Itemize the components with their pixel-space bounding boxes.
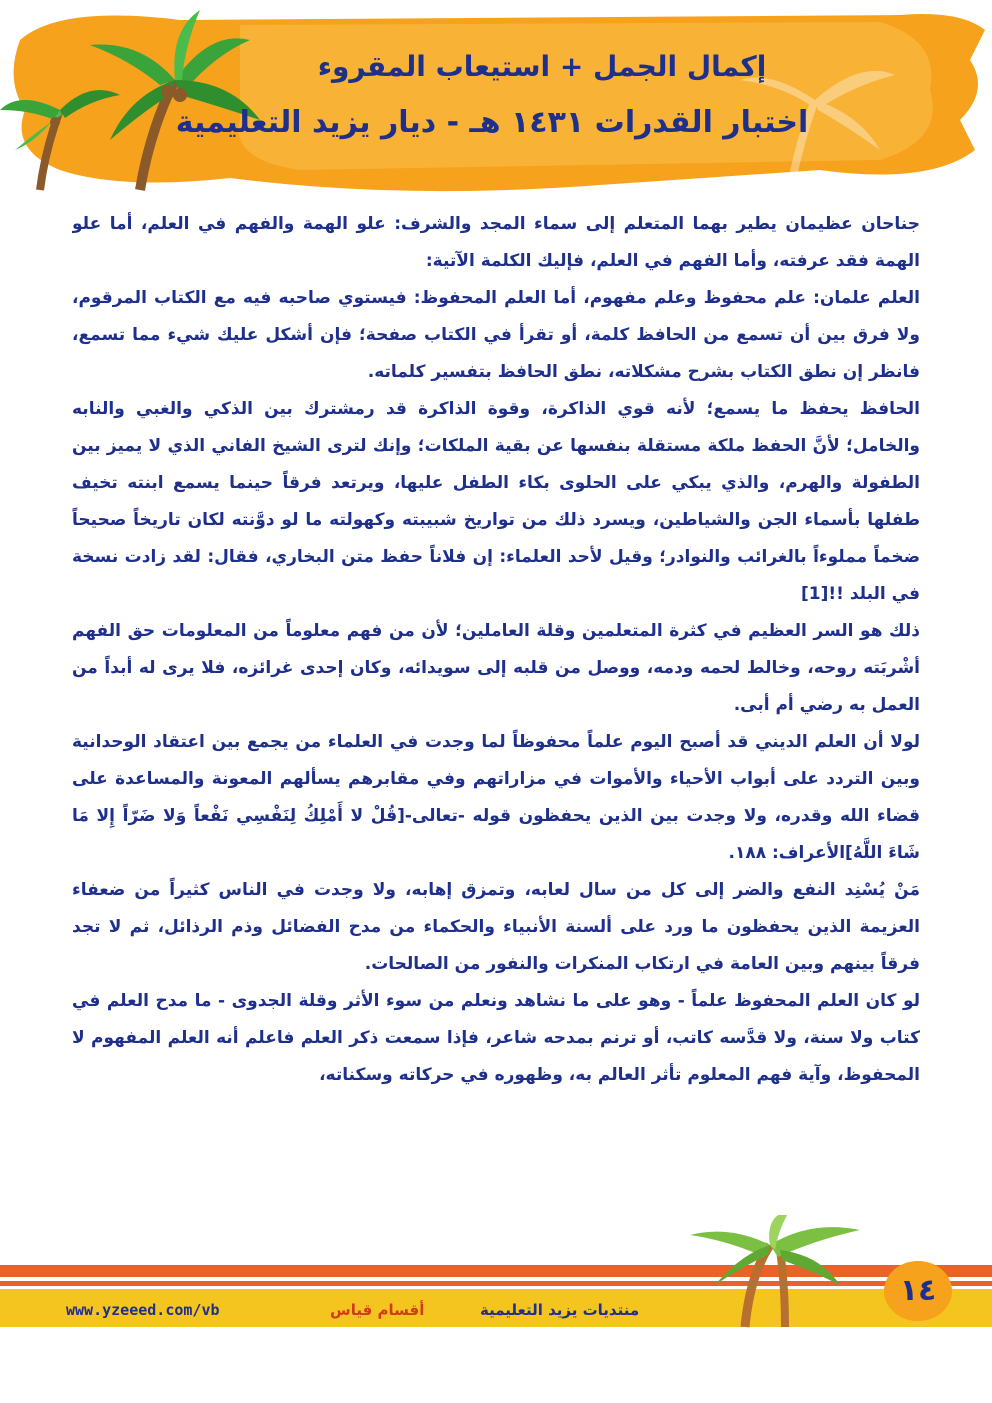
paragraph: لولا أن العلم الديني قد أصبح اليوم علماً محفوظاً لما وجدت في العلماء من يجمع بين اعتقاد الوحدانية وبين التردد على أبواب الأحياء والأموات في مزاراتهم وفي مقابرهم يسألهم المعونة والمساعدة على قضاء الله وقدره، ولا وجدت بين الذين يحفظون قوله -تعالى-[قُلْ لا أَمْلِكُ لِنَفْسِي نَفْعاً وَلا ضَرّاً إِلا مَا شَاءَ اللَّهُ]الأعراف: ١٨٨. (72, 732, 920, 863)
header-title-line2: اختبار القدرات ١٤٣١ هـ - ديار يزيد التعليمية (175, 105, 809, 140)
forum-name: منتديات يزيد التعليمية (480, 1301, 640, 1319)
paragraph: جناحان عظيمان يطير بهما المتعلم إلى سماء المجد والشرف: علو الهمة والفهم في العلم، أما علو الهمة فقد عرفته، وأما الفهم في العلم، فإليك الكلمة الآتية: (72, 214, 920, 271)
paragraph: مَنْ يُسْنِد النفع والضر إلى كل من سال لعابه، وتمزق إهابه، ولا وجدت في الناس كثيراً من ضعفاء العزيمة الذين يحفظون ما ورد على ألسنة الأنبياء والحكماء من مدح الفضائل وذم الرذائل، ثم لا تجد فرقاً بينهم وبين العامة في ارتكاب المنكرات والنفور من الصالحات. (72, 880, 920, 974)
page-number: ١٤ (899, 1273, 937, 1308)
paragraph: لو كان العلم المحفوظ علماً - وهو على ما نشاهد ونعلم من سوء الأثر وقلة الجدوى - ما مدح العلم في كتاب ولا سنة، ولا قدَّسه كاتب، أو ترنم بمدحه شاعر، فإذا سمعت ذكر العلم فاعلم أنه العلم المفهوم لا المحفوظ، وآية فهم المعلوم تأثر العالم به، وظهوره في حركاته وسكناته، (72, 991, 920, 1085)
paragraph: الحافظ يحفظ ما يسمع؛ لأنه قوي الذاكرة، وقوة الذاكرة قد رمشترك بين الذكي والغبي والنابه والخامل؛ لأنَّ الحفظ ملكة مستقلة بنفسها عن بقية الملكات؛ وإنك لترى الشيخ الفاني الذي لا يميز بين الطفولة والهرم، والذي يبكي على الحلوى بكاء الطفل عليها، ويرتعد فرقاً حينما يسمع ابنته تخيف طفلها بأسماء الجن والشياطين، ويسرد ذلك من تواريخ شبيبته وكهولته ما لو دوَّنته لكان تاريخاً صحيحاً ضخماً مملوءاً بالغرائب والنوادر؛ وقيل لأحد العلماء: إن فلاناً حفظ متن البخاري، فقال: لقد زادت نسخة في البلد !![1] (72, 399, 920, 604)
section-label: أقسام قياس (330, 1301, 425, 1319)
article-body (72, 206, 920, 1196)
page-header (0, 0, 992, 200)
paragraph: العلم علمان: علم محفوظ وعلم مفهوم، أما العلم المحفوظ: فيستوي صاحبه فيه مع الكتاب المرقوم، ولا فرق بين أن تسمع من الحافظ كلمة، أو تقرأ في الكتاب صفحة؛ فإن أشكل عليك شيء مما تسمع، فانظر إن نطق الكتاب بشرح مشكلاته، نطق الحافظ بتفسير كلماته. (72, 288, 920, 382)
header-title-line1: إكمال الجمل + استيعاب المقروء (317, 50, 767, 83)
website-url[interactable]: www.yzeeed.com/vb (66, 1301, 220, 1319)
header-banner (0, 0, 992, 200)
footer-banner (0, 1215, 992, 1365)
page-footer (0, 1215, 992, 1365)
paragraph: ذلك هو السر العظيم في كثرة المتعلمين وقلة العاملين؛ لأن من فهم معلوماً من المعلومات حق الفهم أشْربَته روحه، وخالط لحمه ودمه، ووصل من قلبه إلى سويدائه، وكان إحدى غرائزه، فلا يرى له أبداً من العمل به رضي أم أبى. (72, 621, 920, 715)
